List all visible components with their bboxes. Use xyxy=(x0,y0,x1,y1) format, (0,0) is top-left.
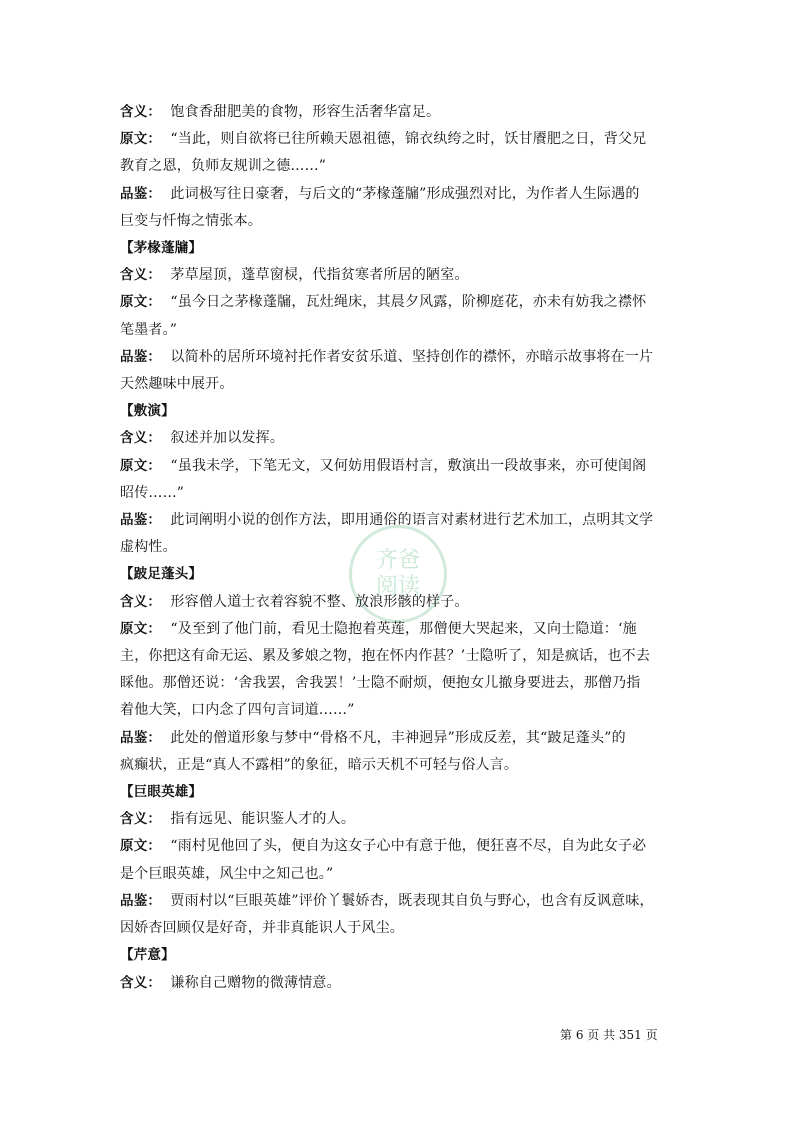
field-text: 此词阐明小说的创作方法，即用通俗的语言对素材进行艺术加工，点明其文学 xyxy=(170,512,654,529)
field-text: 形容僧人道士衣着容貌不整、放浪形骸的样子。 xyxy=(170,593,469,610)
continuation-line xyxy=(120,371,676,398)
continuation-line xyxy=(120,480,676,507)
field-label-meaning: 含义： xyxy=(120,430,162,447)
watermark-line-2: 阅读 xyxy=(375,574,420,599)
field-label-appreciation: 品鉴： xyxy=(120,185,162,202)
continuation-line xyxy=(120,643,676,670)
entry-line-original xyxy=(120,616,676,643)
field-label-meaning: 含义： xyxy=(120,811,162,828)
entry-heading xyxy=(120,398,676,425)
entry-heading xyxy=(120,942,676,969)
field-label-meaning: 含义： xyxy=(120,104,162,120)
continuation-line xyxy=(120,317,676,344)
field-text: 叙述并加以发挥。 xyxy=(170,430,285,447)
field-label-original: 原文： xyxy=(120,838,162,855)
field-label-original: 原文： xyxy=(120,294,162,311)
entry-line-appreciation xyxy=(120,725,676,752)
field-text: “虽我未学，下笔无文，又何妨用假语村言，敷演出一段故事来，亦可使闺阁 xyxy=(170,457,647,474)
entry-line-meaning xyxy=(120,806,676,833)
entry-line-original xyxy=(120,289,676,316)
field-text: 天然趣味中展开。 xyxy=(120,376,234,393)
field-text: 此词极写往日豪奢，与后文的“茅椽蓬牖”形成强烈对比，为作者人生际遇的 xyxy=(170,185,640,202)
field-text: 是个巨眼英雄，风尘中之知己也。” xyxy=(120,865,334,882)
entry-line-original xyxy=(120,126,676,153)
document-body xyxy=(120,99,676,997)
entry-line-appreciation xyxy=(120,344,676,371)
entry-line-meaning xyxy=(120,99,676,126)
field-text: 贾雨村以“巨眼英雄”评价丫鬟娇杏，既表现其自负与野心，也含有反讽意味， xyxy=(170,892,654,909)
field-label-appreciation: 品鉴： xyxy=(120,729,162,746)
continuation-line xyxy=(120,697,676,724)
entry-heading xyxy=(120,779,676,806)
field-text: 此处的僧道形象与梦中“骨格不凡，丰神迥异”形成反差，其“跛足蓬头”的 xyxy=(170,729,626,746)
field-text: 谦称自己赠物的微薄情意。 xyxy=(170,974,341,991)
entry-line-meaning xyxy=(120,589,676,616)
field-text: 教育之恩，负师友规训之德……” xyxy=(120,158,327,175)
entry-heading-text: 【跛足蓬头】 xyxy=(120,566,203,583)
entry-line-original xyxy=(120,453,676,480)
field-label-original: 原文： xyxy=(120,620,162,637)
field-text: 指有远见、能识鉴人才的人。 xyxy=(170,811,356,828)
page-footer: 第 6 页 共 351 页 xyxy=(560,1028,658,1042)
entry-heading-text: 【芹意】 xyxy=(120,947,175,964)
field-text: “虽今日之茅椽蓬牖，瓦灶绳床，其晨夕风露，阶柳庭花，亦未有妨我之襟怀 xyxy=(170,294,647,311)
field-text: 昭传……” xyxy=(120,484,185,501)
field-label-original: 原文： xyxy=(120,457,162,474)
field-text: 主，你把这有命无运、累及爹娘之物，抱在怀内作甚？’士隐听了，知是疯话，也不去 xyxy=(120,648,651,665)
entry-line-appreciation xyxy=(120,181,676,208)
field-label-meaning: 含义： xyxy=(120,974,162,991)
continuation-line xyxy=(120,752,676,779)
field-label-original: 原文： xyxy=(120,131,162,148)
continuation-line xyxy=(120,153,676,180)
field-text: “及至到了他门前，看见士隐抱着英莲，那僧便大哭起来，又向士隐道：‘施 xyxy=(170,620,637,637)
field-text: 因娇杏回顾仅是好奇，并非真能识人于风尘。 xyxy=(120,920,404,937)
entry-line-meaning xyxy=(120,262,676,289)
field-label-meaning: 含义： xyxy=(120,267,162,284)
field-text: 虚构性。 xyxy=(120,539,177,556)
field-text: 茅草屋顶，蓬草窗棂，代指贫寒者所居的陋室。 xyxy=(170,267,469,284)
continuation-line xyxy=(120,670,676,697)
field-text: 疯癫状，正是“真人不露相”的象征，暗示天机不可轻与俗人言。 xyxy=(120,756,519,773)
field-label-appreciation: 品鉴： xyxy=(120,512,162,529)
field-text: 睬他。那僧还说：‘舍我罢，舍我罢！’士隐不耐烦，便抱女儿撤身要进去，那僧乃指 xyxy=(120,675,641,692)
field-text: 着他大笑，口内念了四句言词道……” xyxy=(120,702,355,719)
entry-heading-text: 【敷演】 xyxy=(120,403,175,420)
field-label-meaning: 含义： xyxy=(120,593,162,610)
entry-heading xyxy=(120,235,676,262)
entry-line-appreciation xyxy=(120,507,676,534)
field-text: 以简朴的居所环境衬托作者安贫乐道、坚持创作的襟怀，亦暗示故事将在一片 xyxy=(170,348,654,365)
entry-line-meaning xyxy=(120,425,676,452)
watermark-line-1: 齐爸 xyxy=(375,548,420,573)
field-text: 饱食香甜肥美的食物，形容生活奢华富足。 xyxy=(170,104,441,120)
continuation-line xyxy=(120,861,676,888)
field-text: “雨村见他回了头，便自为这女子心中有意于他，便狂喜不尽，自为此女子必 xyxy=(170,838,647,855)
field-text: 笔墨者。” xyxy=(120,321,178,338)
entry-line-appreciation xyxy=(120,888,676,915)
field-label-appreciation: 品鉴： xyxy=(120,892,162,909)
continuation-line xyxy=(120,208,676,235)
field-label-appreciation: 品鉴： xyxy=(120,348,162,365)
field-text: 巨变与忏悔之情张本。 xyxy=(120,212,262,229)
entry-line-original xyxy=(120,833,676,860)
field-text: “当此，则自欲将已往所赖天恩祖德，锦衣纨绔之时，饫甘餍肥之日，背父兄 xyxy=(170,131,647,148)
entry-heading-text: 【茅椽蓬牖】 xyxy=(120,240,203,257)
entry-line-meaning xyxy=(120,970,676,997)
entry-heading xyxy=(120,561,676,588)
continuation-line xyxy=(120,534,676,561)
continuation-line xyxy=(120,915,676,942)
entry-heading-text: 【巨眼英雄】 xyxy=(120,784,203,801)
